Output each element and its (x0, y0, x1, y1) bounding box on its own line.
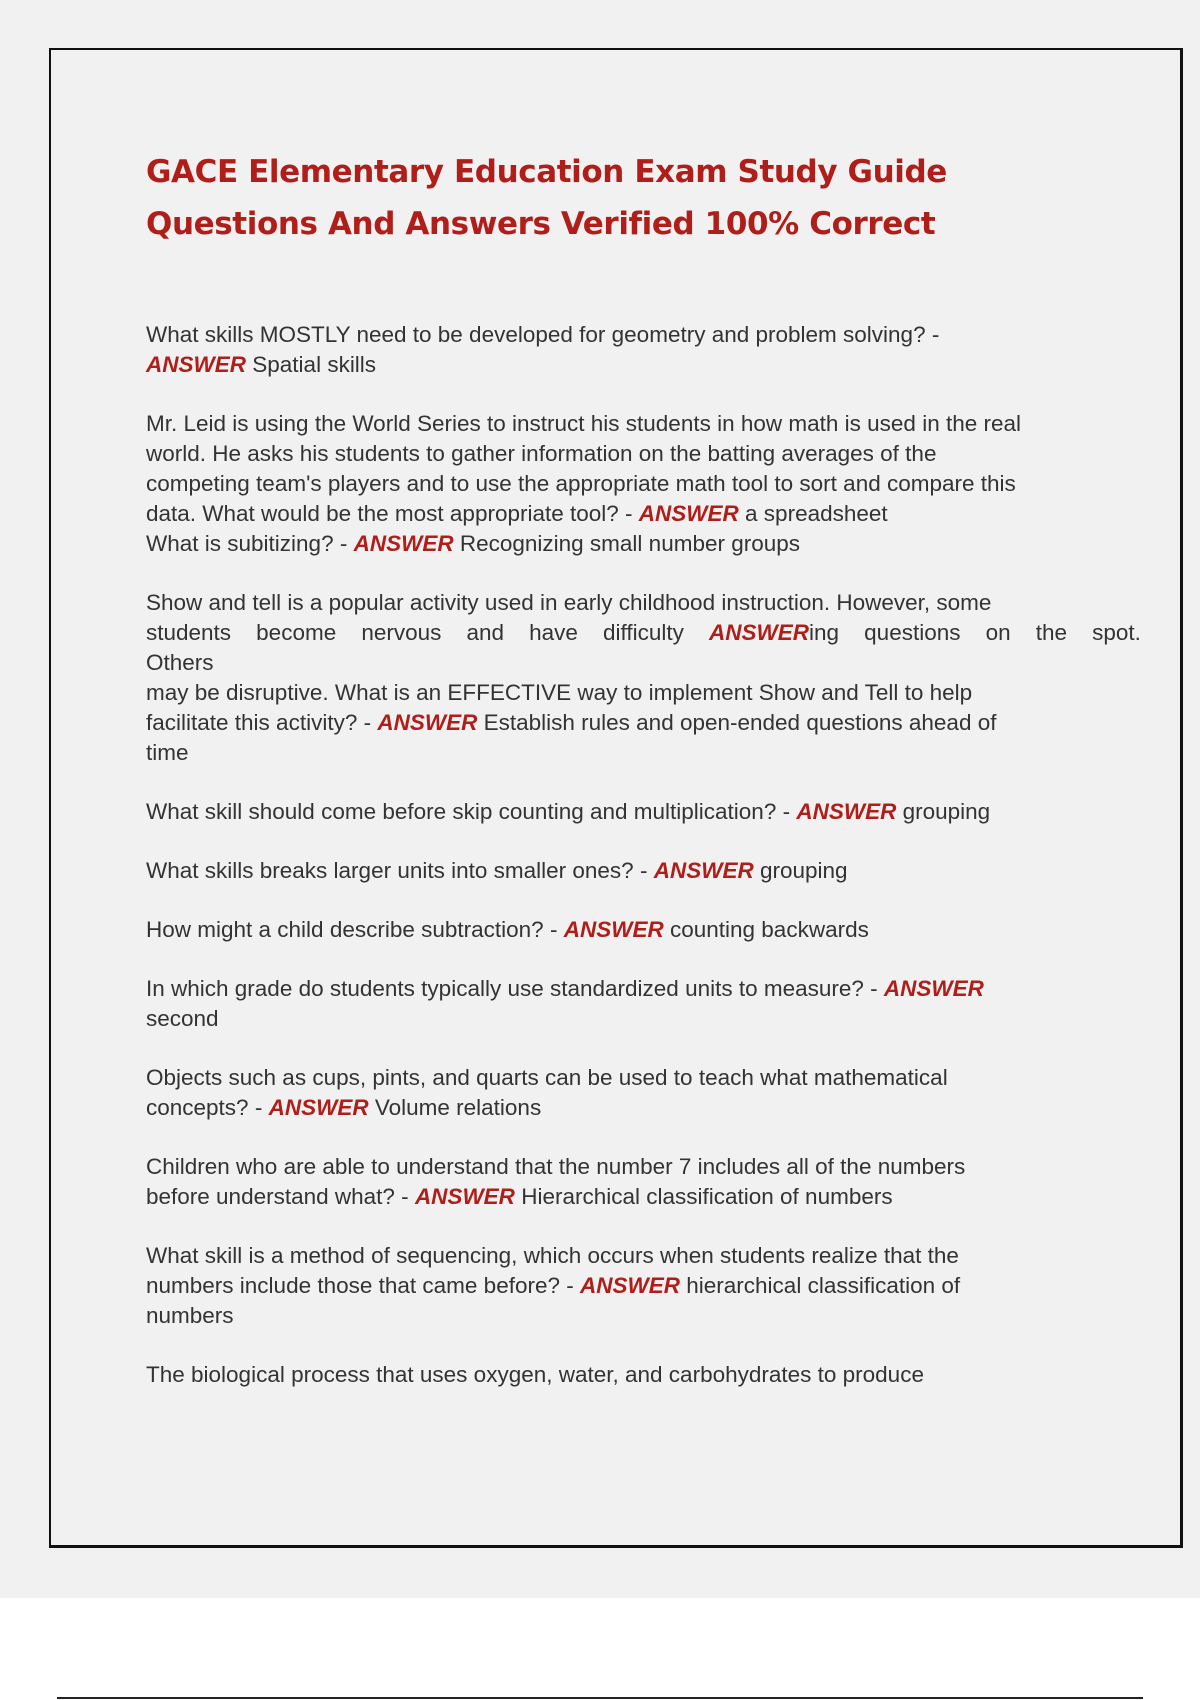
answer-text: Establish rules and open-ended questions ahead of (483, 710, 997, 735)
qa-list (146, 320, 1141, 1419)
answer-text: grouping (759, 858, 848, 883)
answer-text: Spatial skills (252, 352, 377, 377)
answer-label: ANSWER (709, 620, 810, 645)
next-page-edge (57, 1697, 1143, 1699)
question-text: How might a child describe subtraction? - (146, 917, 564, 942)
page-gap (0, 1598, 1200, 1700)
question-text: facilitate this activity? - (146, 710, 378, 735)
question-text: What skills breaks larger units into smaller ones? - (146, 858, 654, 883)
qa-item-11 (146, 1241, 1141, 1331)
answer-label: ANSWER (146, 352, 246, 377)
answer-label: ANSWER (414, 1184, 515, 1209)
answer-label: ANSWER (563, 917, 664, 942)
question-text: What skill should come before skip counting and multiplication? - (146, 799, 797, 824)
question-text: world. He asks his students to gather information on the batting averages of the (146, 441, 937, 466)
answer-label: ANSWER (653, 858, 754, 883)
qa-item-10 (146, 1152, 1141, 1212)
answer-text: numbers (146, 1303, 234, 1328)
answer-label: ANSWER (796, 799, 897, 824)
question-text: before understand what? - (146, 1184, 415, 1209)
answer-label: ANSWER (268, 1095, 369, 1120)
question-text: concepts? - (146, 1095, 269, 1120)
question-text: In which grade do students typically use standardized units to measure? - (146, 976, 884, 1001)
qa-item-12 (146, 1360, 1141, 1390)
question-text: What skill is a method of sequencing, which occurs when students realize that the (146, 1243, 959, 1268)
qa-item-4 (146, 588, 1141, 768)
answer-text: second (146, 1006, 219, 1031)
qa-item-6 (146, 856, 1141, 886)
answer-text: a spreadsheet (745, 501, 888, 526)
question-word: the (1035, 620, 1068, 645)
document-page (49, 48, 1183, 1548)
document-title (146, 146, 947, 250)
title-line-2: Questions And Answers Verified 100% Correct (146, 206, 936, 242)
question-word: nervous (361, 620, 442, 645)
answer-text: counting backwards (669, 917, 869, 942)
question-text: competing team's players and to use the appropriate math tool to sort and compare this (146, 471, 1016, 496)
question-text: The biological process that uses oxygen, water, and carbohydrates to produce (146, 1362, 924, 1387)
qa-item-9 (146, 1063, 1141, 1123)
question-text: numbers include those that came before? - (146, 1273, 580, 1298)
question-text: Others (146, 650, 214, 675)
qa-item-7 (146, 915, 1141, 945)
qa-item-2 (146, 409, 1141, 529)
answer-label: ANSWER (638, 501, 739, 526)
question-text: Mr. Leid is using the World Series to instruct his students in how math is used in the real (146, 411, 1022, 436)
question-text: What is subitizing? - (146, 531, 354, 556)
qa-item-3 (146, 529, 1141, 559)
question-word: on (985, 620, 1011, 645)
answer-text: Volume relations (374, 1095, 542, 1120)
question-word: spot. (1092, 620, 1141, 645)
qa-item-8 (146, 974, 1141, 1034)
answer-text: time (146, 740, 189, 765)
question-text: Show and tell is a popular activity used in early childhood instruction. However, some (146, 590, 992, 615)
question-word: become (256, 620, 337, 645)
answer-text: Recognizing small number groups (459, 531, 801, 556)
question-word: students (146, 620, 232, 645)
question-word: have (529, 620, 578, 645)
question-text: data. What would be the most appropriate tool? - (146, 501, 639, 526)
justified-line (146, 618, 1141, 648)
answer-text: hierarchical classification of (686, 1273, 961, 1298)
question-word: questions (864, 620, 961, 645)
qa-item-1 (146, 320, 1141, 380)
question-text: Objects such as cups, pints, and quarts can be used to teach what mathematical (146, 1065, 948, 1090)
answer-label: ANSWER (883, 976, 984, 1001)
question-word: and (466, 620, 505, 645)
answer-label: ANSWER (377, 710, 478, 735)
question-text: What skills MOSTLY need to be developed for geometry and problem solving? - (146, 322, 940, 347)
qa-item-5 (146, 797, 1141, 827)
question-word: difficulty (603, 620, 684, 645)
answer-label: ANSWER (580, 1273, 680, 1298)
question-text: Children who are able to understand that the number 7 includes all of the numbers (146, 1154, 966, 1179)
question-text: may be disruptive. What is an EFFECTIVE way to implement Show and Tell to help (146, 680, 973, 705)
answer-text: Hierarchical classification of numbers (521, 1184, 893, 1209)
answer-label: ANSWER (353, 531, 454, 556)
answer-text: grouping (902, 799, 991, 824)
title-line-1: GACE Elementary Education Exam Study Guide (146, 154, 947, 190)
question-word: ing (809, 620, 840, 645)
